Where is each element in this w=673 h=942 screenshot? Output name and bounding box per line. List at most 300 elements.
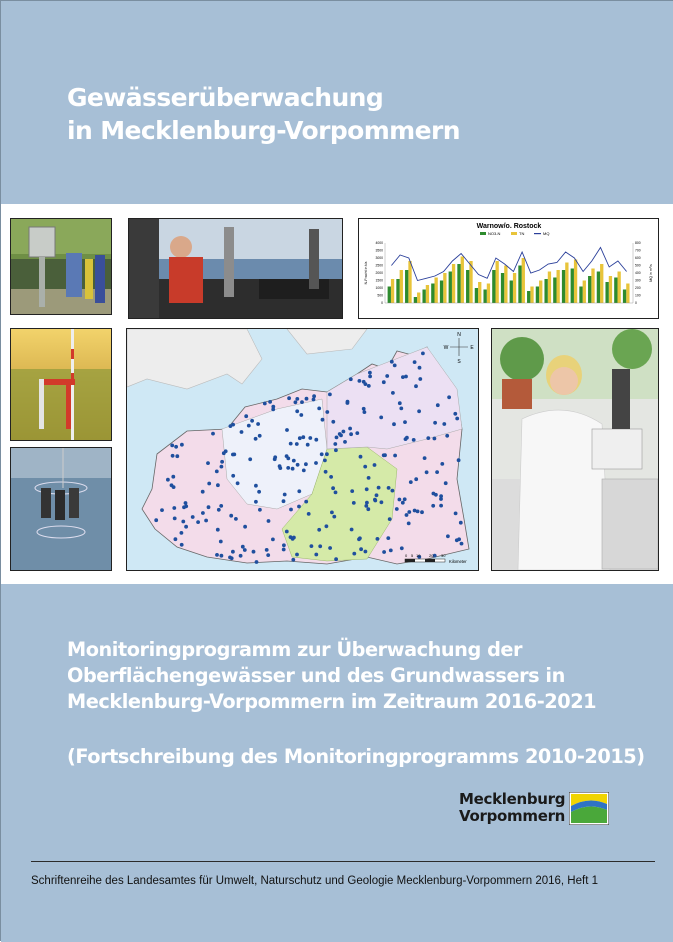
monitoring-site-marker bbox=[243, 548, 247, 552]
monitoring-site-marker bbox=[305, 397, 309, 401]
monitoring-site-marker bbox=[166, 478, 170, 482]
monitoring-site-marker bbox=[342, 430, 346, 434]
monitoring-site-marker bbox=[350, 489, 354, 493]
monitoring-site-marker bbox=[295, 442, 299, 446]
monitoring-site-marker bbox=[248, 457, 252, 461]
monitoring-site-marker bbox=[191, 515, 195, 519]
chart-bar-tn bbox=[408, 261, 411, 303]
monitoring-site-marker bbox=[386, 536, 390, 540]
monitoring-site-marker bbox=[289, 508, 293, 512]
monitoring-site-marker bbox=[447, 395, 451, 399]
monitoring-site-marker bbox=[334, 557, 338, 561]
scale-tick-5: 5 bbox=[411, 553, 414, 558]
monitoring-site-marker bbox=[367, 384, 371, 388]
chart-bar-no3n bbox=[579, 287, 582, 304]
monitoring-site-marker bbox=[365, 487, 369, 491]
monitoring-site-marker bbox=[172, 506, 176, 510]
monitoring-site-marker bbox=[440, 462, 444, 466]
monitoring-site-marker bbox=[445, 434, 449, 438]
monitoring-site-marker bbox=[291, 467, 295, 471]
title-line-2: in Mecklenburg-Vorpommern bbox=[67, 116, 460, 145]
monitoring-site-marker bbox=[425, 470, 429, 474]
monitoring-site-marker bbox=[379, 416, 383, 420]
monitoring-site-marker bbox=[376, 537, 380, 541]
monitoring-site-marker bbox=[401, 501, 405, 505]
monitoring-site-marker bbox=[231, 453, 235, 457]
chart-bar-tn bbox=[617, 272, 620, 304]
chart-bar-no3n bbox=[518, 266, 521, 304]
monitoring-site-marker bbox=[297, 489, 301, 493]
monitoring-site-marker bbox=[399, 407, 403, 411]
compass-n: N bbox=[457, 332, 461, 338]
chart-bar-tn bbox=[426, 285, 429, 303]
chart-bar-tn bbox=[565, 263, 568, 304]
chart-mq-line bbox=[391, 248, 626, 281]
chart-bar-tn bbox=[417, 293, 420, 304]
chart-bars bbox=[388, 257, 630, 304]
monitoring-site-marker bbox=[418, 366, 422, 370]
monitoring-site-marker bbox=[314, 438, 318, 442]
chart-bar-no3n bbox=[501, 273, 504, 303]
logo-wordmark bbox=[459, 791, 565, 825]
monitoring-site-marker bbox=[174, 537, 178, 541]
chart-left-ticks bbox=[375, 241, 383, 305]
monitoring-site-marker bbox=[294, 400, 298, 404]
monitoring-site-marker bbox=[265, 548, 269, 552]
monitoring-site-marker bbox=[287, 396, 291, 400]
monitoring-site-marker bbox=[357, 537, 361, 541]
monitoring-site-marker bbox=[329, 475, 333, 479]
chart-bar-no3n bbox=[605, 282, 608, 303]
monitoring-site-marker bbox=[385, 374, 389, 378]
chart-bar-tn bbox=[574, 260, 577, 304]
chart-left-tick: 3500 bbox=[375, 248, 383, 253]
monitoring-site-marker bbox=[455, 417, 459, 421]
chart-bar-no3n bbox=[466, 270, 469, 303]
monitoring-site-marker bbox=[263, 402, 267, 406]
chart-bar-no3n bbox=[614, 278, 617, 304]
title-line-1: Gewässerüberwachung bbox=[67, 83, 384, 112]
chart-left-tick: 0 bbox=[381, 301, 383, 305]
footer-divider bbox=[31, 861, 655, 862]
monitoring-site-marker bbox=[331, 486, 335, 490]
monitoring-site-marker bbox=[433, 437, 437, 441]
monitoring-site-marker bbox=[302, 469, 306, 473]
monitoring-site-marker bbox=[460, 542, 464, 546]
monitoring-site-marker bbox=[383, 453, 387, 457]
monitoring-site-marker bbox=[423, 456, 427, 460]
chart-bar-no3n bbox=[571, 269, 574, 304]
monitoring-site-marker bbox=[243, 525, 247, 529]
chart-bar-no3n bbox=[396, 279, 399, 303]
lab-technician-photo bbox=[491, 328, 659, 571]
monitoring-site-marker bbox=[234, 517, 238, 521]
monitoring-site-marker bbox=[334, 491, 338, 495]
chart-right-tick: 400 bbox=[635, 271, 641, 275]
chart-bar-tn bbox=[626, 284, 629, 304]
monitoring-site-marker bbox=[286, 466, 290, 470]
chart-bar-tn bbox=[548, 272, 551, 304]
compass-e: E bbox=[470, 345, 474, 351]
chart-right-tick: 500 bbox=[635, 263, 641, 268]
monitoring-site-marker bbox=[335, 436, 339, 440]
monitoring-site-marker bbox=[317, 528, 321, 532]
monitoring-site-marker bbox=[256, 422, 260, 426]
chart-bar-tn bbox=[513, 273, 516, 303]
monitoring-site-marker bbox=[171, 454, 175, 458]
chart-bar-no3n bbox=[483, 290, 486, 304]
monitoring-site-marker bbox=[362, 407, 366, 411]
monitoring-site-marker bbox=[174, 445, 178, 449]
monitoring-site-marker bbox=[181, 520, 185, 524]
monitoring-site-marker bbox=[170, 483, 174, 487]
chart-bar-tn bbox=[461, 257, 464, 304]
photo-collage bbox=[1, 204, 673, 584]
chart-bar-no3n bbox=[457, 264, 460, 303]
monitoring-site-marker bbox=[325, 410, 329, 414]
monitoring-site-marker bbox=[392, 422, 396, 426]
monitoring-site-marker bbox=[390, 360, 394, 364]
monitoring-site-marker bbox=[196, 520, 200, 524]
monitoring-site-marker bbox=[184, 525, 188, 529]
monitoring-site-marker bbox=[444, 481, 448, 485]
chart-bar-no3n bbox=[492, 270, 495, 303]
chart-bar-no3n bbox=[623, 290, 626, 304]
chart-left-tick: 3000 bbox=[375, 256, 383, 260]
monitoring-site-marker bbox=[317, 407, 321, 411]
chart-title: Warnow/o. Rostock bbox=[476, 223, 542, 230]
legend-tn: TN bbox=[519, 231, 525, 236]
monitoring-site-marker bbox=[377, 486, 381, 490]
monitoring-site-marker bbox=[359, 455, 363, 459]
monitoring-site-marker bbox=[328, 393, 332, 397]
survey-poles-photo bbox=[10, 328, 112, 441]
monitoring-site-marker bbox=[368, 371, 372, 375]
monitoring-site-marker bbox=[312, 394, 316, 398]
monitoring-site-marker bbox=[363, 465, 367, 469]
monitoring-site-marker bbox=[403, 420, 407, 424]
monitoring-site-marker bbox=[296, 463, 300, 467]
chart-right-tick: 0 bbox=[635, 301, 637, 305]
monitoring-site-marker bbox=[333, 442, 337, 446]
monitoring-site-marker bbox=[258, 508, 262, 512]
monitoring-site-marker bbox=[398, 498, 402, 502]
monitoring-site-marker bbox=[160, 508, 164, 512]
chart-bar-tn bbox=[452, 264, 455, 303]
monitoring-site-marker bbox=[457, 458, 461, 462]
monitoring-site-marker bbox=[338, 432, 342, 436]
monitoring-site-marker bbox=[252, 550, 256, 554]
monitoring-site-marker bbox=[266, 553, 270, 557]
monitoring-site-marker bbox=[257, 490, 261, 494]
monitoring-site-marker bbox=[324, 470, 328, 474]
monitoring-site-marker bbox=[382, 380, 386, 384]
monitoring-site-marker bbox=[358, 379, 362, 383]
chart-bar-no3n bbox=[536, 287, 539, 304]
monitoring-site-marker bbox=[258, 434, 262, 438]
publication-series: Schriftenreihe des Landesamtes für Umwelt, Naturschutz und Geologie Mecklenburg-Vorpommern 2016, Heft 1 bbox=[31, 875, 598, 887]
monitoring-site-marker bbox=[184, 504, 188, 508]
monitoring-site-marker bbox=[282, 543, 286, 547]
monitoring-site-marker bbox=[229, 514, 233, 518]
monitoring-site-marker bbox=[295, 409, 299, 413]
monitoring-site-marker bbox=[442, 422, 446, 426]
chart-left-tick: 2500 bbox=[375, 263, 383, 268]
chart-bar-no3n bbox=[553, 278, 556, 304]
monitoring-site-marker bbox=[285, 454, 289, 458]
chart-right-tick: 200 bbox=[635, 286, 641, 290]
subtitle-line-3: Mecklenburg-Vorpommern im Zeitraum 2016-2021 bbox=[67, 690, 597, 713]
monitoring-site-marker bbox=[432, 492, 436, 496]
monitoring-site-marker bbox=[455, 538, 459, 542]
monitoring-site-marker bbox=[216, 483, 220, 487]
monitoring-site-marker bbox=[330, 511, 334, 515]
monitoring-site-marker bbox=[171, 475, 175, 479]
chart-bar-tn bbox=[504, 266, 507, 304]
monitoring-site-marker bbox=[299, 413, 303, 417]
monitoring-site-marker bbox=[180, 443, 184, 447]
monitoring-site-marker bbox=[308, 436, 312, 440]
monitoring-site-marker bbox=[291, 558, 295, 562]
monitoring-site-marker bbox=[388, 517, 392, 521]
legend-swatch-mq bbox=[534, 233, 541, 234]
monitoring-site-marker bbox=[416, 510, 420, 514]
logo-line-2: Vorpommern bbox=[459, 807, 566, 825]
monitoring-site-marker bbox=[271, 538, 275, 542]
chart-right-tick: 700 bbox=[635, 248, 641, 253]
monitoring-site-marker bbox=[220, 465, 224, 469]
chart-bar-no3n bbox=[449, 272, 452, 304]
monitoring-site-marker bbox=[426, 436, 430, 440]
monitoring-site-marker bbox=[204, 519, 208, 523]
monitoring-site-marker bbox=[364, 382, 368, 386]
monitoring-site-marker bbox=[348, 427, 352, 431]
monitoring-site-marker bbox=[439, 497, 443, 501]
monitoring-site-marker bbox=[300, 400, 304, 404]
monitoring-site-marker bbox=[282, 499, 286, 503]
monitoring-site-marker bbox=[312, 398, 316, 402]
monitoring-site-marker bbox=[298, 436, 302, 440]
monitoring-site-marker bbox=[207, 505, 211, 509]
monitoring-site-marker bbox=[175, 454, 179, 458]
chart-bar-no3n bbox=[405, 270, 408, 303]
chart-bar-tn bbox=[530, 287, 533, 304]
monitoring-site-marker bbox=[180, 543, 184, 547]
chart-bar-no3n bbox=[588, 276, 591, 303]
monitoring-site-marker bbox=[268, 400, 272, 404]
monitoring-site-marker bbox=[407, 522, 411, 526]
monitoring-site-marker bbox=[314, 461, 318, 465]
monitoring-site-marker bbox=[170, 444, 174, 448]
monitoring-site-marker bbox=[387, 486, 391, 490]
chart-left-tick: 2000 bbox=[375, 271, 383, 275]
monitoring-site-marker bbox=[412, 438, 416, 442]
gauge-station-photo bbox=[10, 218, 112, 315]
monitoring-site-marker bbox=[405, 513, 409, 517]
monitoring-site-marker bbox=[325, 524, 329, 528]
monitoring-site-marker bbox=[404, 437, 408, 441]
monitoring-site-marker bbox=[236, 481, 240, 485]
monitoring-site-marker bbox=[431, 504, 435, 508]
monitoring-site-marker bbox=[395, 507, 399, 511]
legend-swatch-tn bbox=[511, 232, 517, 235]
chart-bar-no3n bbox=[422, 290, 425, 304]
chart-bar-tn bbox=[400, 270, 403, 303]
monitoring-site-marker bbox=[184, 501, 188, 505]
monitoring-site-marker bbox=[289, 535, 293, 539]
legend-swatch-no3n bbox=[480, 232, 486, 235]
monitoring-site-marker bbox=[230, 556, 234, 560]
monitoring-site-marker bbox=[375, 493, 379, 497]
monitoring-site-marker bbox=[304, 500, 308, 504]
document-subtitle bbox=[67, 637, 596, 715]
monitoring-site-marker bbox=[254, 484, 258, 488]
monitoring-site-marker bbox=[254, 437, 258, 441]
monitoring-site-marker bbox=[414, 384, 418, 388]
chart-bar-no3n bbox=[440, 281, 443, 304]
compass-w: W bbox=[443, 345, 449, 351]
monitoring-site-marker bbox=[407, 510, 411, 514]
monitoring-site-marker bbox=[391, 489, 395, 493]
monitoring-site-marker bbox=[201, 490, 205, 494]
continuation-note: (Fortschreibung des Monitoringprogramms 2010-2015) bbox=[67, 745, 645, 768]
chart-left-tick: 4000 bbox=[375, 241, 383, 245]
monitoring-site-marker bbox=[433, 421, 437, 425]
monitoring-site-marker bbox=[215, 553, 219, 557]
monitoring-site-marker bbox=[295, 397, 299, 401]
monitoring-site-marker bbox=[215, 470, 219, 474]
chart-bar-tn bbox=[583, 281, 586, 304]
monitoring-site-marker bbox=[373, 498, 377, 502]
monitoring-site-marker bbox=[207, 482, 211, 486]
monitoring-site-marker bbox=[320, 452, 324, 456]
monitoring-site-marker bbox=[349, 377, 353, 381]
monitoring-site-marker bbox=[295, 553, 299, 557]
monitoring-site-marker bbox=[420, 510, 424, 514]
chart-bar-tn bbox=[591, 269, 594, 304]
chart-bar-no3n bbox=[475, 288, 478, 303]
state-logo bbox=[459, 791, 619, 829]
chart-bar-no3n bbox=[388, 287, 391, 304]
monitoring-site-marker bbox=[244, 414, 248, 418]
monitoring-site-marker bbox=[217, 508, 221, 512]
monitoring-site-marker bbox=[334, 448, 338, 452]
monitoring-site-marker bbox=[400, 546, 404, 550]
monitoring-site-marker bbox=[367, 476, 371, 480]
monitoring-site-marker bbox=[273, 455, 277, 459]
scale-tick-20: 20 bbox=[429, 553, 434, 558]
chart-bar-tn bbox=[522, 258, 525, 303]
chart-left-tick: 1000 bbox=[375, 286, 383, 290]
page-title bbox=[67, 81, 460, 147]
logo-emblem-icon bbox=[569, 792, 609, 825]
monitoring-site-marker bbox=[271, 405, 275, 409]
monitoring-site-marker bbox=[391, 391, 395, 395]
monitoring-site-marker bbox=[220, 460, 224, 464]
monitoring-site-marker bbox=[180, 531, 184, 535]
monitoring-site-marker bbox=[382, 550, 386, 554]
monitoring-site-marker bbox=[240, 430, 244, 434]
monitoring-site-marker bbox=[352, 501, 356, 505]
monitoring-site-marker bbox=[231, 474, 235, 478]
chart-bar-no3n bbox=[431, 284, 434, 304]
nitrogen-load-chart-thumbnail bbox=[358, 218, 659, 319]
monitoring-site-marker bbox=[267, 519, 271, 523]
monitoring-site-marker bbox=[297, 505, 301, 509]
scale-tick-30: 30 bbox=[441, 553, 446, 558]
scale-tick-0: 0 bbox=[405, 553, 408, 558]
monitoring-site-marker bbox=[289, 442, 293, 446]
monitoring-site-marker bbox=[364, 550, 368, 554]
scale-tick-10: 10 bbox=[416, 553, 421, 558]
monitoring-site-marker bbox=[292, 536, 296, 540]
monitoring-site-marker bbox=[318, 544, 322, 548]
monitoring-site-marker bbox=[306, 443, 310, 447]
monitoring-site-marker bbox=[404, 375, 408, 379]
monitoring-site-marker bbox=[364, 504, 368, 508]
chart-bar-tn bbox=[495, 261, 498, 303]
monitoring-site-marker bbox=[310, 544, 314, 548]
monitoring-site-marker bbox=[365, 501, 369, 505]
monitoring-site-marker bbox=[314, 553, 318, 557]
monitoring-site-marker bbox=[363, 410, 367, 414]
chart-bar-tn bbox=[539, 281, 542, 304]
subtitle-line-1: Monitoringprogramm zur Überwachung der bbox=[67, 638, 523, 661]
monitoring-site-marker bbox=[418, 377, 422, 381]
monitoring-site-marker bbox=[247, 424, 251, 428]
chart-bar-tn bbox=[478, 282, 481, 303]
monitoring-site-marker bbox=[417, 409, 421, 413]
monitoring-site-marker bbox=[368, 375, 372, 379]
chart-right-tick: 600 bbox=[635, 256, 641, 260]
monitoring-site-marker bbox=[201, 511, 205, 515]
chart-right-ticks bbox=[635, 241, 641, 305]
monitoring-site-marker bbox=[343, 440, 347, 444]
chart-bar-tn bbox=[609, 276, 612, 303]
monitoring-site-marker bbox=[325, 452, 329, 456]
legend-mq: MQ bbox=[543, 231, 550, 236]
monitoring-site-marker bbox=[393, 364, 397, 368]
monitoring-site-marker bbox=[435, 470, 439, 474]
chart-right-tick: 800 bbox=[635, 241, 641, 245]
chart-bar-tn bbox=[391, 279, 394, 303]
monitoring-site-marker bbox=[355, 431, 359, 435]
monitoring-site-marker bbox=[346, 401, 350, 405]
scale-unit: Kilometer bbox=[449, 559, 467, 564]
monitoring-site-marker bbox=[350, 528, 354, 532]
chart-svg bbox=[359, 219, 658, 318]
monitoring-site-marker bbox=[278, 464, 282, 468]
compass-s: S bbox=[457, 359, 461, 365]
chart-bar-no3n bbox=[544, 279, 547, 303]
monitoring-site-marker bbox=[292, 459, 296, 463]
legend-no3n: NO3-N bbox=[488, 231, 501, 236]
monitoring-site-marker bbox=[373, 463, 377, 467]
monitoring-site-marker bbox=[439, 504, 443, 508]
monitoring-site-marker bbox=[321, 418, 325, 422]
monitoring-sites-map bbox=[126, 328, 479, 571]
monitoring-site-marker bbox=[307, 512, 311, 516]
chart-left-axis-label: N-Fracht in t/a bbox=[364, 261, 368, 285]
monitoring-site-marker bbox=[222, 451, 226, 455]
monitoring-site-marker bbox=[366, 507, 370, 511]
chart-bar-tn bbox=[443, 273, 446, 303]
monitoring-site-marker bbox=[219, 504, 223, 508]
monitoring-site-marker bbox=[254, 500, 258, 504]
monitoring-site-marker bbox=[459, 521, 463, 525]
monitoring-site-marker bbox=[332, 515, 336, 519]
monitoring-site-marker bbox=[173, 517, 177, 521]
